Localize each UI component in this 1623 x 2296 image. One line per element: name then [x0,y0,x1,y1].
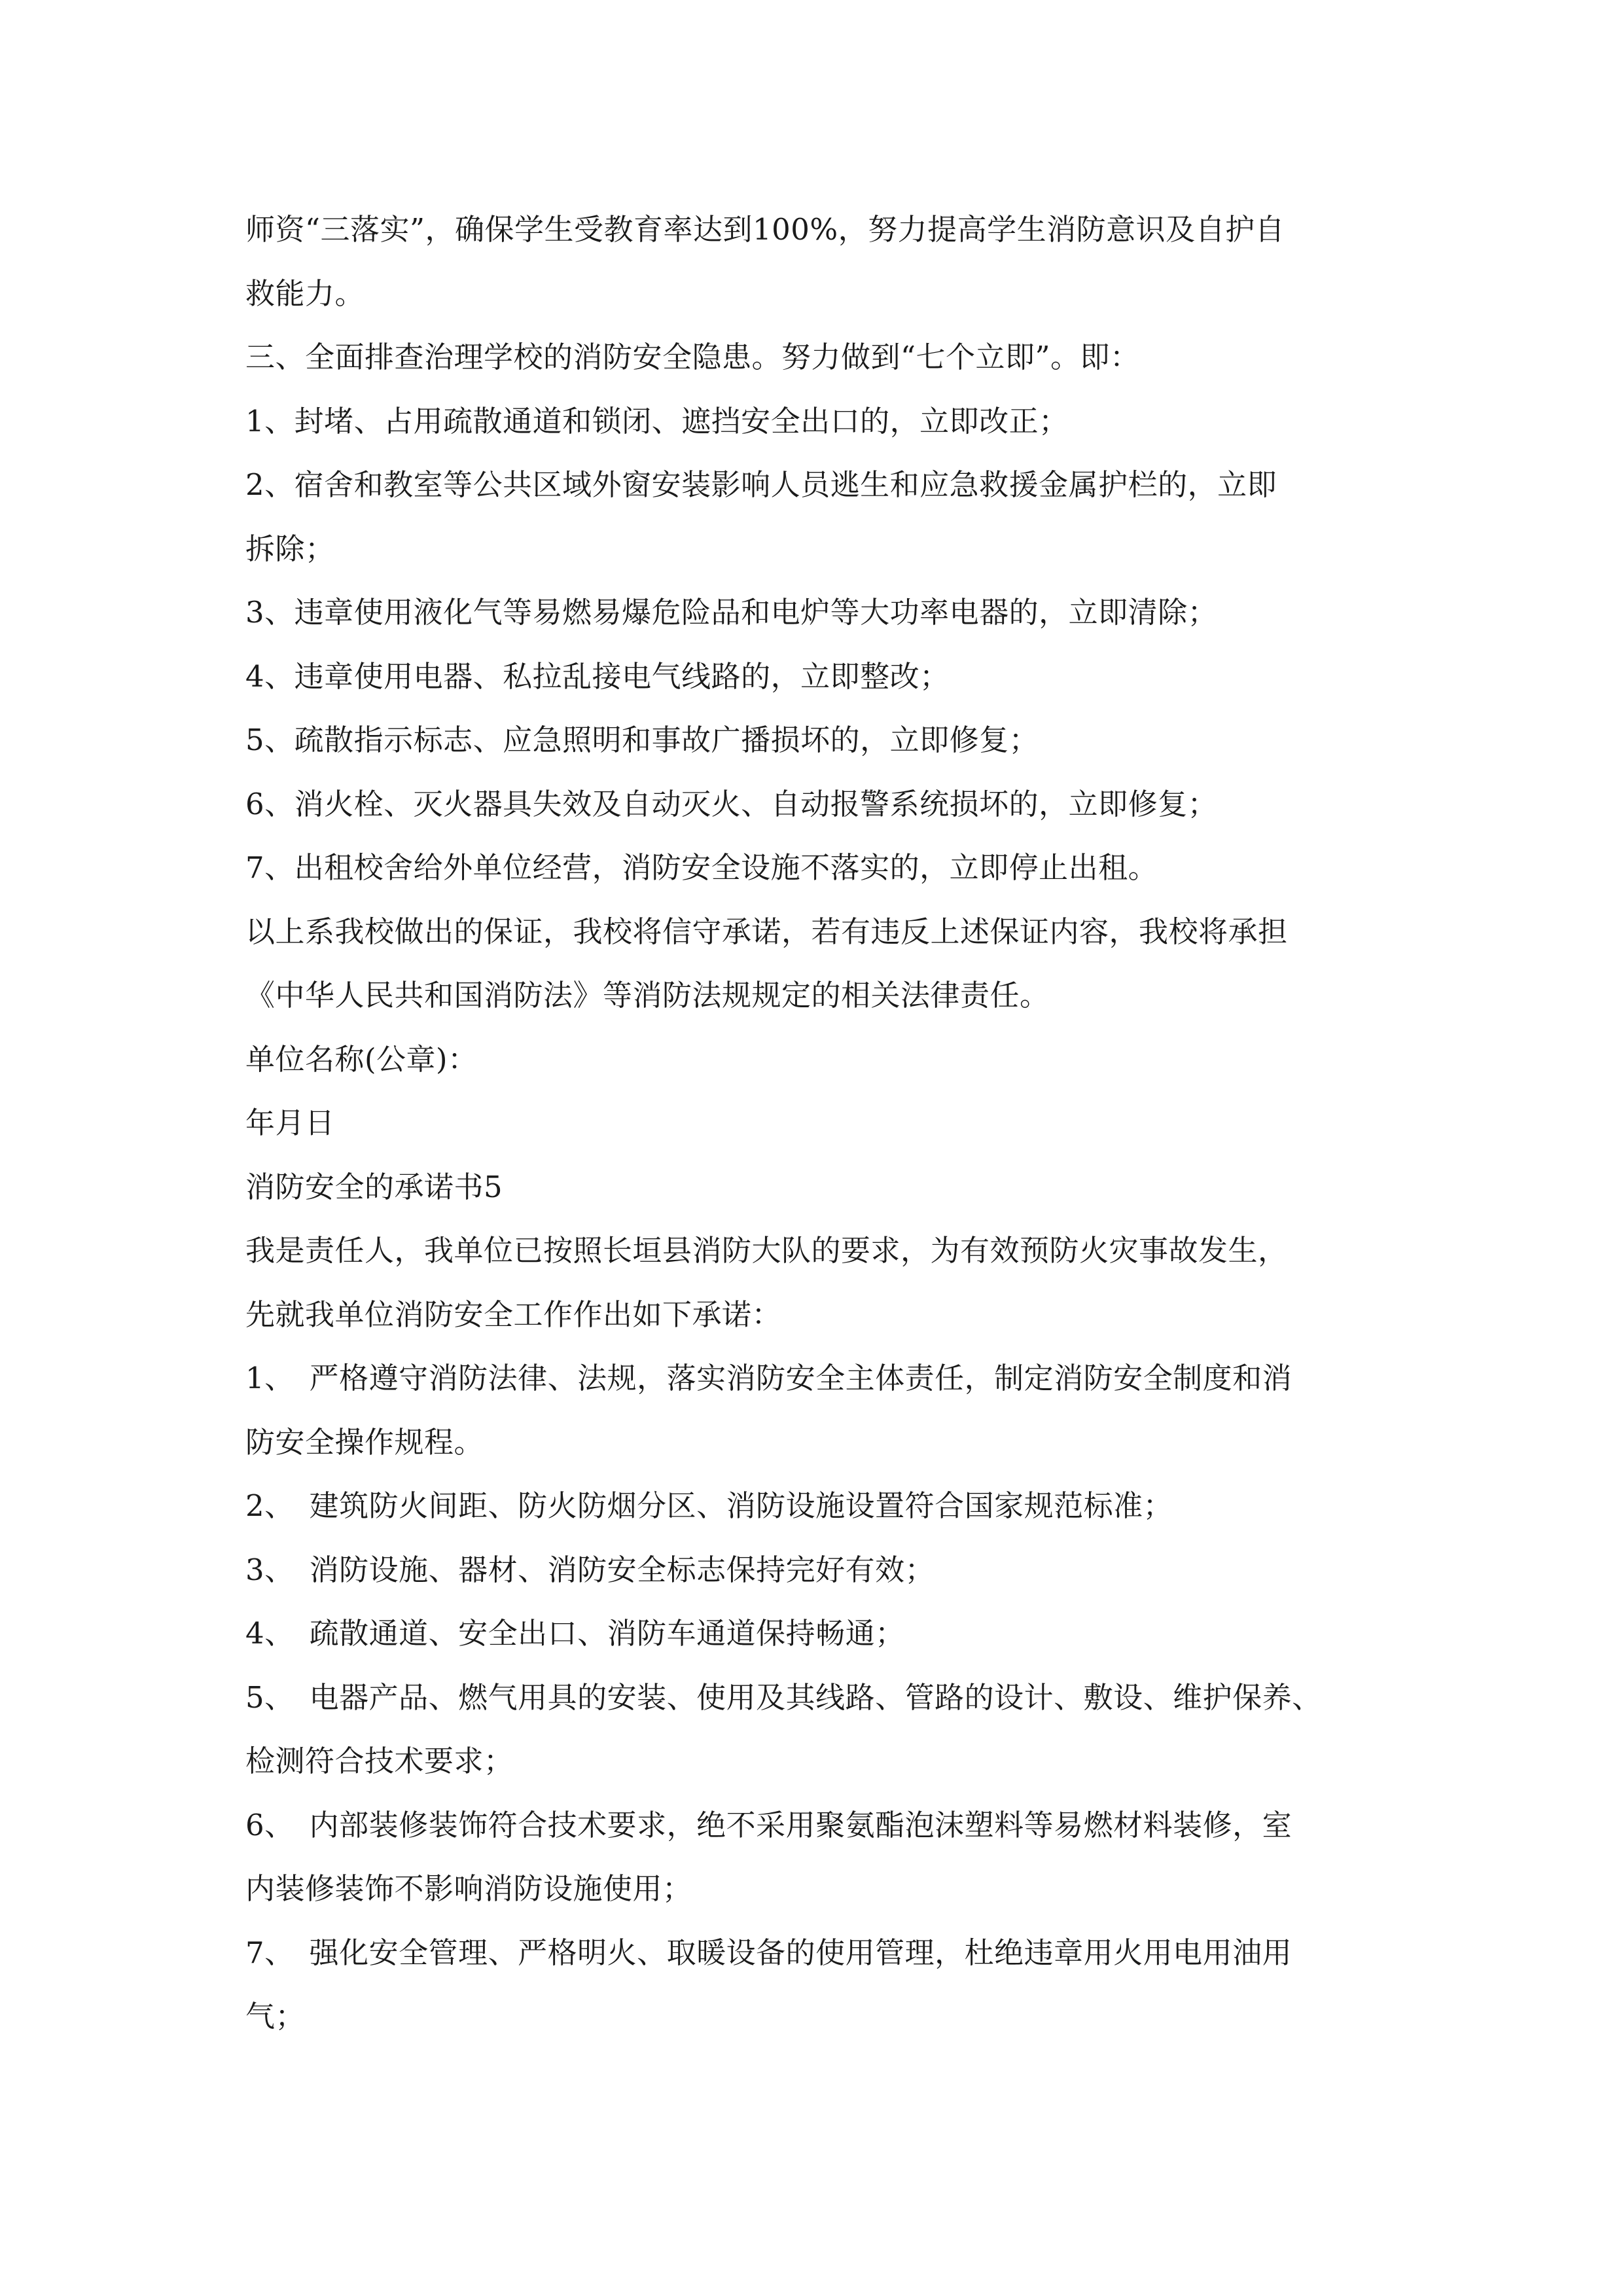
list-item: 1、 严格遵守消防法律、法规，落实消防安全主体责任，制定消防安全制度和消 [245,1361,1293,1395]
document-body [245,198,1384,2049]
list-item: 3、 消防设施、器材、消防安全标志保持完好有效； [245,1552,935,1587]
text-line: 内装修装饰不影响消防设施使用； [245,1871,692,1906]
signature-unit-label: 单位名称(公章)： [245,1041,478,1077]
list-item: 2、宿舍和教室等公共区域外窗安装影响人员逃生和应急救援金属护栏的，立即 [245,467,1277,502]
text-line: 《中华人民共和国消防法》等消防法规规定的相关法律责任。 [245,978,1050,1013]
document-title: 消防安全的承诺书5 [245,1169,503,1204]
text-line: 检测符合技术要求； [245,1744,514,1778]
text-line: 拆除； [245,531,335,566]
list-item: 2、 建筑防火间距、防火防烟分区、消防设施设置符合国家规范标准； [245,1488,1173,1523]
section-heading: 三、全面排查治理学校的消防安全隐患。努力做到“七个立即”。即： [245,340,1140,374]
list-item: 5、 电器产品、燃气用具的安装、使用及其线路、管路的设计、敷设、维护保养、 [245,1679,1322,1715]
text-line: 救能力。 [245,276,365,311]
list-item: 4、违章使用电器、私拉乱接电气线路的，立即整改； [245,658,950,694]
text-line: 以上系我校做出的保证，我校将信守承诺，若有违反上述保证内容，我校将承担 [245,914,1288,949]
list-item: 7、出租校舍给外单位经营，消防安全设施不落实的，立即停止出租。 [245,850,1158,885]
list-item: 6、 内部装修装饰符合技术要求，绝不采用聚氨酯泡沫塑料等易燃材料装修，室 [245,1807,1293,1842]
text-line: 先就我单位消防安全工作作出如下承诺： [245,1297,782,1332]
list-item: 6、消火栓、灭火器具失效及自动灭火、自动报警系统损坏的，立即修复； [245,786,1218,821]
date-label: 年月日 [245,1105,335,1140]
list-item: 5、疏散指示标志、应急照明和事故广播损坏的，立即修复； [245,723,1039,757]
text-line: 防安全操作规程。 [245,1424,484,1460]
text-line: 气； [245,1999,306,2034]
text-line: 师资“三落实”，确保学生受教育率达到100%，努力提高学生消防意识及自护自 [245,212,1285,247]
list-item: 4、 疏散通道、安全出口、消防车通道保持畅通； [245,1616,905,1651]
text-line: 我是责任人，我单位已按照长垣县消防大队的要求，为有效预防火灾事故发生， [245,1233,1288,1268]
list-item: 1、封堵、占用疏散通道和锁闭、遮挡安全出口的，立即改正； [245,403,1069,439]
list-item: 3、违章使用液化气等易燃易爆危险品和电炉等大功率电器的，立即清除； [245,595,1218,630]
list-item: 7、 强化安全管理、严格明火、取暖设备的使用管理，杜绝违章用火用电用油用 [245,1935,1293,1970]
